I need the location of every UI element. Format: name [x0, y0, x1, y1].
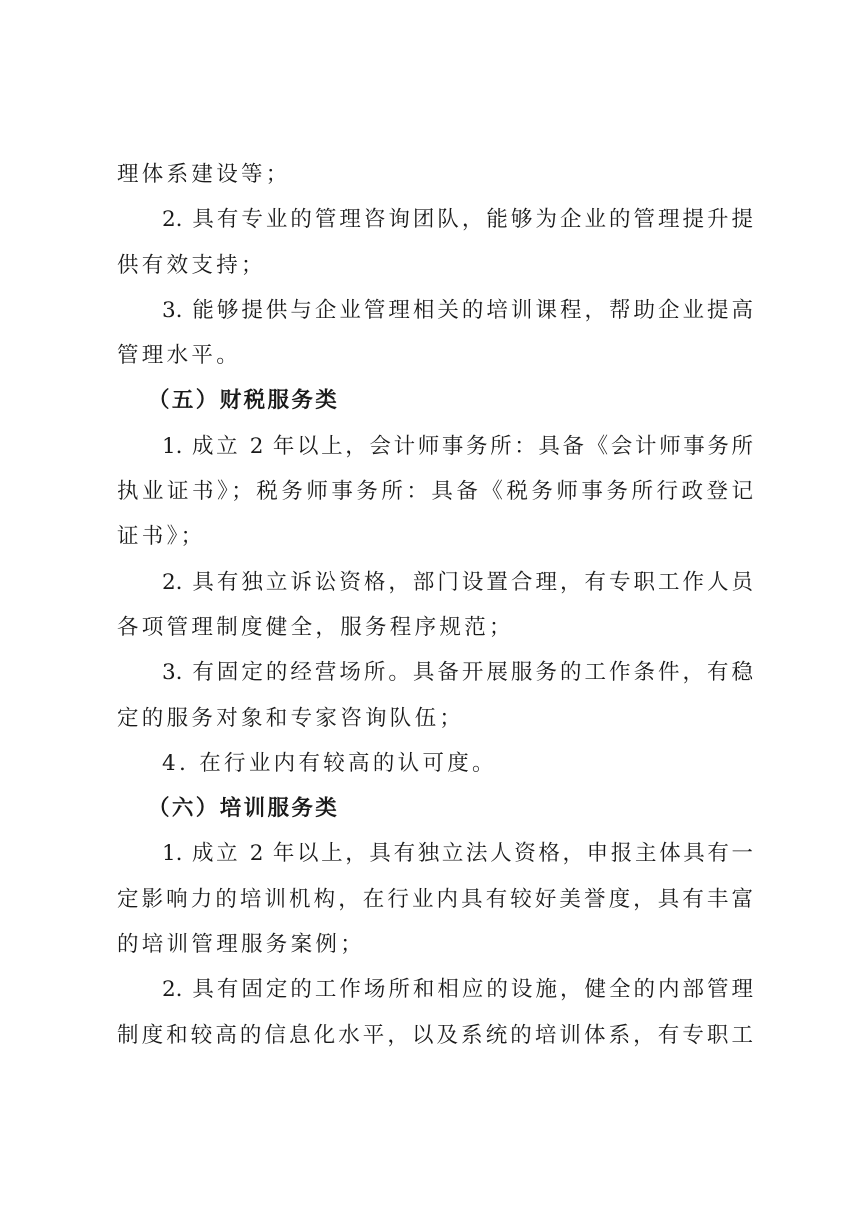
- text-line: 定影响力的培训机构，在行业内具有较好美誉度，具有丰富: [117, 886, 753, 912]
- list-item-text: 3. 有固定的经营场所。具备开展服务的工作条件，有稳: [162, 660, 753, 686]
- section-heading-finance-tax: （五）财税服务类: [148, 388, 340, 414]
- text-line: 执业证书》；税务师事务所：具备《税务师事务所行政登记: [117, 479, 753, 505]
- body-text: [117, 152, 753, 1058]
- text-line: 供有效支持；: [117, 252, 266, 278]
- list-item-text: 1. 成立 2 年以上，具有独立法人资格，申报主体具有一: [162, 841, 753, 867]
- list-item-text: 4. 在行业内有较高的认可度。: [162, 750, 497, 776]
- list-item-text: 1. 成立 2 年以上，会计师事务所：具备《会计师事务所: [162, 433, 753, 459]
- section-heading-training: （六）培训服务类: [148, 796, 340, 822]
- text-line: 证书》；: [117, 524, 206, 550]
- list-item-text: 2. 具有独立诉讼资格，部门设置合理，有专职工作人员: [162, 569, 753, 595]
- text-line: 定的服务对象和专家咨询队伍；: [117, 705, 465, 731]
- list-item-text: 2. 具有固定的工作场所和相应的设施，健全的内部管理: [162, 977, 753, 1003]
- list-item-text: 2. 具有专业的管理咨询团队，能够为企业的管理提升提: [162, 207, 753, 233]
- text-line: 制度和较高的信息化水平，以及系统的培训体系，有专职工: [117, 1022, 753, 1048]
- text-line: 管理水平。: [117, 343, 242, 369]
- list-item-text: 3. 能够提供与企业管理相关的培训课程，帮助企业提高: [162, 297, 753, 323]
- text-line: 的培训管理服务案例；: [117, 932, 366, 958]
- text-line: 各项管理制度健全，服务程序规范；: [117, 614, 514, 640]
- text-line: 理体系建设等；: [117, 162, 291, 187]
